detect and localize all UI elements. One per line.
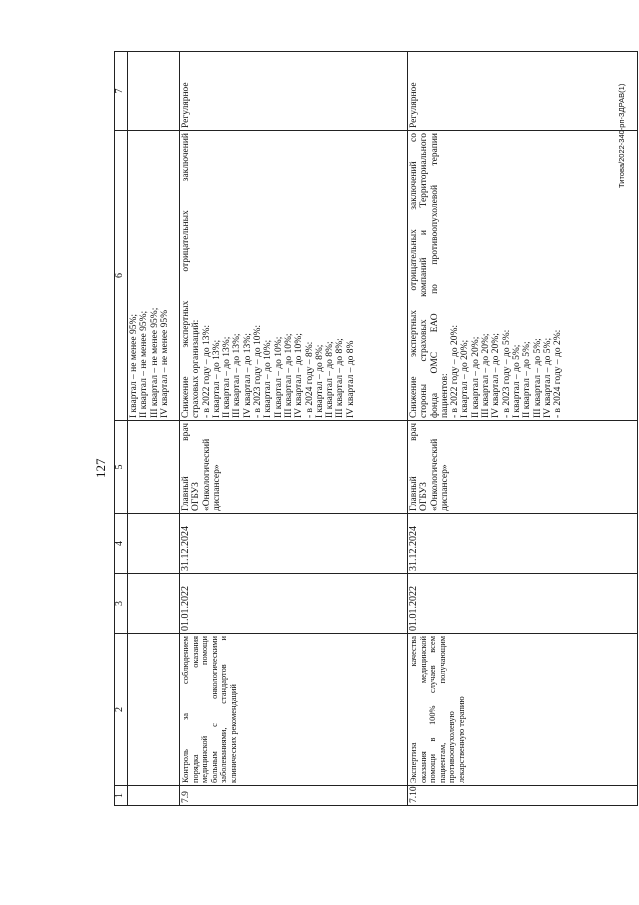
header-cell: 2 [115,634,128,786]
indicator-cell [128,131,180,421]
start-date: 01.01.2022 [408,574,638,634]
start-date: 01.01.2022 [180,574,408,634]
header-cell: 4 [115,514,128,574]
header-cell: 7 [115,52,128,131]
indicator-line: I квартал – не менее 95%; [129,313,139,418]
document-id: Титова/2022-340-рп-ЗДРАВ(1) [617,83,626,188]
measure-cell: Экспертиза качества оказания медицинской помощи в 100% случаев всем пациентам, получающим противоопухолевую лекарственную терапию [408,634,638,786]
responsible-cell: Главный врач ОГБУЗ «Онкологический диспансер» [180,421,408,514]
header-cell: 1 [115,786,128,806]
plan-table [114,51,638,806]
rotated-page [1,0,639,904]
header-cell: 5 [115,421,128,514]
table-row [408,52,638,806]
indicator-cell: Снижение экспертных отрицательных заключений страховых организаций: - в 2022 году – до 13%: I квартал – до 13%; II квартал – до 13%; III квартал – до 13%; IV квартал – до 13%; - в 2023 году – до 10%: I квартал – до 10%; II квартал – до 10%; III квартал – до 10%; IV квартал – до 10%; - в 2024 году – 8%: I квартал – до 8%; II квартал – до 8%; III квартал – до 8%; IV квартал – до 8% [180,131,408,421]
periodicity: Регулярное [408,52,638,131]
indicator-line: II квартал – не менее 95%; [139,310,150,418]
end-date: 31.12.2024 [408,514,638,574]
end-date: 31.12.2024 [180,514,408,574]
header-cell: 6 [115,131,128,421]
continuation-row [128,52,180,806]
header-cell: 3 [115,574,128,634]
page-number: 127 [93,458,108,478]
indicator-line: III квартал – не менее 95%; [149,307,160,418]
responsible-cell: Главный врач ОГБУЗ «Онкологический диспансер» [408,421,638,514]
periodicity: Регулярное [180,52,408,131]
indicator-line: IV квартал – не менее 95% [159,309,170,418]
measure-cell: Контроль за соблюдением порядка оказания медицинской помощи больным с онкологическими заболеваниями, стандартов и клинических рекомендаций [180,634,408,786]
row-number: 7.10 [408,786,638,806]
indicator-cell: Снижение экспертных отрицательных заключений со стороны страховых компаний и Территориального фонда ОМС ЕАО по противоопухолевой терапии пациентов: - в 2022 году – до 20%: I квартал – до 20%; II квартал – до 20%; III квартал – до 20%; IV квартал – до 20%; - в 2023 году – до 5%: I квартал – до 5%; II квартал – до 5%; III квартал – до 5%; IV квартал – до 5%; - в 2024 году – до 2%: [408,131,638,421]
table-row [180,52,408,806]
header-row [115,52,128,806]
row-number: 7.9 [180,786,408,806]
